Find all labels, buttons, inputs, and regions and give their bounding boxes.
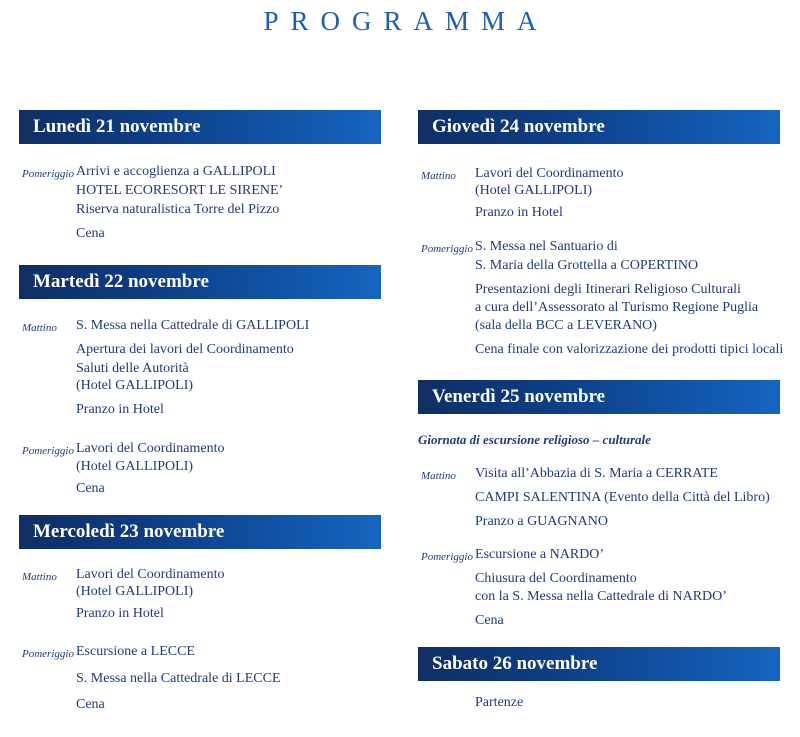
schedule-line: (Hotel GALLIPOLI) — [76, 378, 194, 393]
schedule-line: Escursione a NARDO’ — [475, 547, 605, 562]
schedule-line: Pranzo in Hotel — [76, 606, 164, 621]
slot-label: Mattino — [22, 322, 57, 334]
day-intro: Giornata di escursione religioso – culturale — [418, 432, 651, 447]
schedule-line: Lavori del Coordinamento — [475, 166, 624, 181]
schedule-line: Pranzo in Hotel — [76, 402, 164, 417]
schedule-line: Cena — [76, 697, 105, 712]
schedule-line: (sala della BCC a LEVERANO) — [475, 318, 657, 333]
schedule-line: Chiusura del Coordinamento — [475, 571, 637, 586]
schedule-line: Cena — [475, 613, 504, 628]
day-header-saturday: Sabato 26 novembre — [418, 647, 780, 681]
schedule-line: Cena — [76, 226, 105, 241]
schedule-line: con la S. Messa nella Cattedrale di NARDO’ — [475, 589, 727, 604]
slot-label: Pomeriggio — [22, 445, 74, 457]
schedule-line: Lavori del Coordinamento — [76, 567, 225, 582]
schedule-line: (Hotel GALLIPOLI) — [475, 183, 593, 198]
day-header-monday: Lunedì 21 novembre — [19, 110, 381, 144]
schedule-line: Saluti delle Autorità — [76, 361, 189, 376]
slot-label: Pomeriggio — [421, 551, 473, 563]
slot-label: Pomeriggio — [22, 648, 74, 660]
slot-label: Mattino — [22, 571, 57, 583]
schedule-line: (Hotel GALLIPOLI) — [76, 459, 194, 474]
schedule-line: Partenze — [475, 695, 524, 710]
schedule-line: S. Messa nella Cattedrale di LECCE — [76, 671, 281, 686]
schedule-line: HOTEL ECORESORT LE SIRENE’ — [76, 183, 284, 198]
page-title: PROGRAMMA — [263, 6, 549, 36]
schedule-line: Visita all’Abbazia di S. Maria a CERRATE — [475, 466, 718, 481]
schedule-line: CAMPI SALENTINA (Evento della Città del Libro) — [475, 490, 770, 505]
schedule-line: Cena — [76, 481, 105, 496]
slot-label: Pomeriggio — [421, 243, 473, 255]
day-header-thursday: Giovedì 24 novembre — [418, 110, 780, 144]
day-header-friday: Venerdì 25 novembre — [418, 380, 780, 414]
schedule-line: (Hotel GALLIPOLI) — [76, 584, 194, 599]
slot-label: Mattino — [421, 470, 456, 482]
day-header-wednesday: Mercoledì 23 novembre — [19, 515, 381, 549]
schedule-line: Riserva naturalistica Torre del Pizzo — [76, 202, 280, 217]
slot-label: Mattino — [421, 170, 456, 182]
schedule-line: Arrivi e accoglienza a GALLIPOLI — [76, 164, 276, 179]
schedule-line: Presentazioni degli Itinerari Religioso Culturali — [475, 282, 741, 297]
schedule-line: S. Messa nella Cattedrale di GALLIPOLI — [76, 318, 310, 333]
schedule-line: Pranzo a GUAGNANO — [475, 514, 608, 529]
schedule-line: S. Maria della Grottella a COPERTINO — [475, 258, 699, 273]
schedule-line: Pranzo in Hotel — [475, 205, 563, 220]
schedule-line: Cena finale con valorizzazione dei prodotti tipici locali — [475, 342, 784, 357]
schedule-line: Apertura dei lavori del Coordinamento — [76, 342, 294, 357]
schedule-line: a cura dell’Assessorato al Turismo Regione Puglia — [475, 300, 759, 315]
schedule-line: Escursione a LECCE — [76, 644, 195, 659]
schedule-line: S. Messa nel Santuario di — [475, 239, 618, 254]
day-header-tuesday: Martedì 22 novembre — [19, 265, 381, 299]
schedule-line: Lavori del Coordinamento — [76, 441, 225, 456]
slot-label: Pomeriggio — [22, 168, 74, 180]
